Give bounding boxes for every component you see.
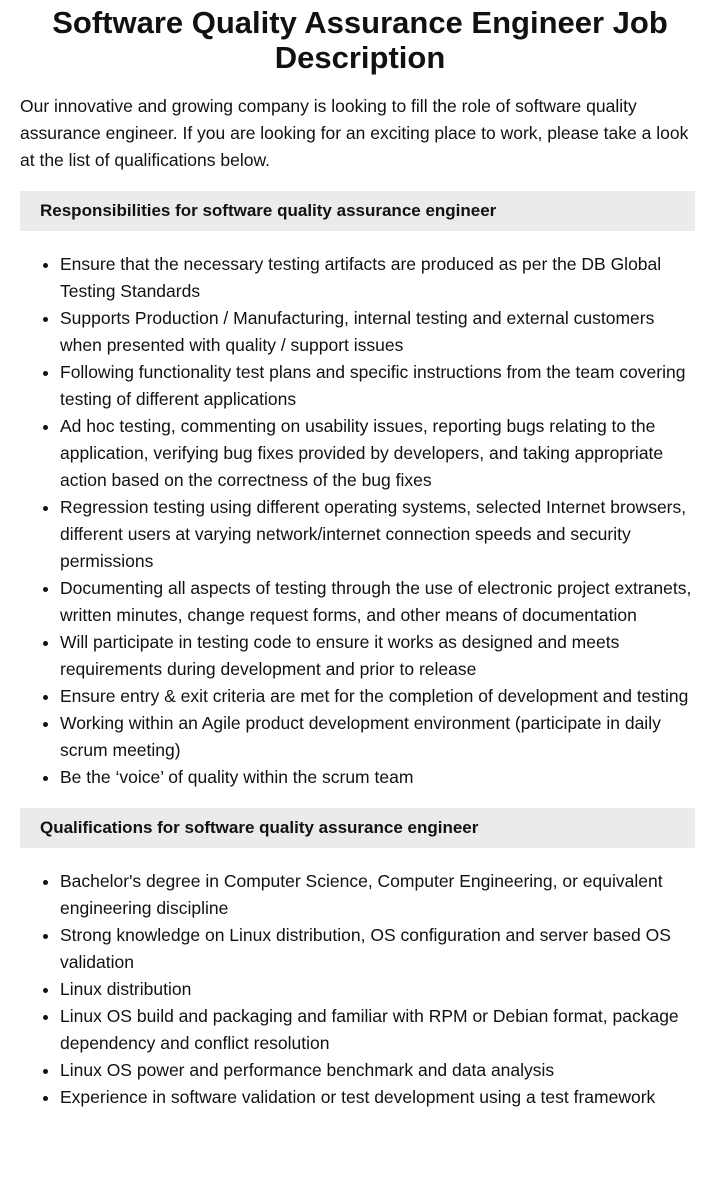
qualifications-list (0, 868, 700, 1111)
list-item: • Supports Production / Manufacturing, internal testing and external customers when presented with quality / support issues (60, 305, 700, 359)
list-item: • Ad hoc testing, commenting on usability issues, reporting bugs relating to the application, verifying bug fixes provided by developers, and taking appropriate action based on the correctness of the bug fixes (60, 413, 700, 494)
list-item: • Bachelor's degree in Computer Science, Computer Engineering, or equivalent engineering discipline (60, 868, 700, 922)
list-item: • Ensure that the necessary testing artifacts are produced as per the DB Global Testing Standards (60, 251, 700, 305)
list-item: • Linux OS power and performance benchmark and data analysis (60, 1057, 700, 1084)
qualifications-heading: Qualifications for software quality assurance engineer (20, 808, 695, 848)
list-item: • Will participate in testing code to ensure it works as designed and meets requirements during development and prior to release (60, 629, 700, 683)
list-item: • Working within an Agile product development environment (participate in daily scrum meeting) (60, 710, 700, 764)
page-title: Software Quality Assurance Engineer Job Description (52, 5, 668, 75)
responsibilities-heading: Responsibilities for software quality assurance engineer (20, 191, 695, 231)
list-item: • Linux distribution (60, 976, 700, 1003)
list-item: • Linux OS build and packaging and familiar with RPM or Debian format, package dependency and conflict resolution (60, 1003, 700, 1057)
list-item: • Regression testing using different operating systems, selected Internet browsers, different users at varying network/internet connection speeds and security permissions (60, 494, 700, 575)
list-item: • Ensure entry & exit criteria are met for the completion of development and testing (60, 683, 700, 710)
list-item: • Strong knowledge on Linux distribution, OS configuration and server based OS validation (60, 922, 700, 976)
list-item: • Be the ‘voice’ of quality within the scrum team (60, 764, 700, 791)
list-item: • Documenting all aspects of testing through the use of electronic project extranets, written minutes, change request forms, and other means of documentation (60, 575, 700, 629)
list-item: • Following functionality test plans and specific instructions from the team covering testing of different applications (60, 359, 700, 413)
intro-paragraph: Our innovative and growing company is looking to fill the role of software quality assurance engineer. If you are looking for an exciting place to work, please take a look at the list of qualifications below. (20, 96, 689, 170)
list-item: • Experience in software validation or test development using a test framework (60, 1084, 700, 1111)
responsibilities-list (0, 251, 700, 791)
